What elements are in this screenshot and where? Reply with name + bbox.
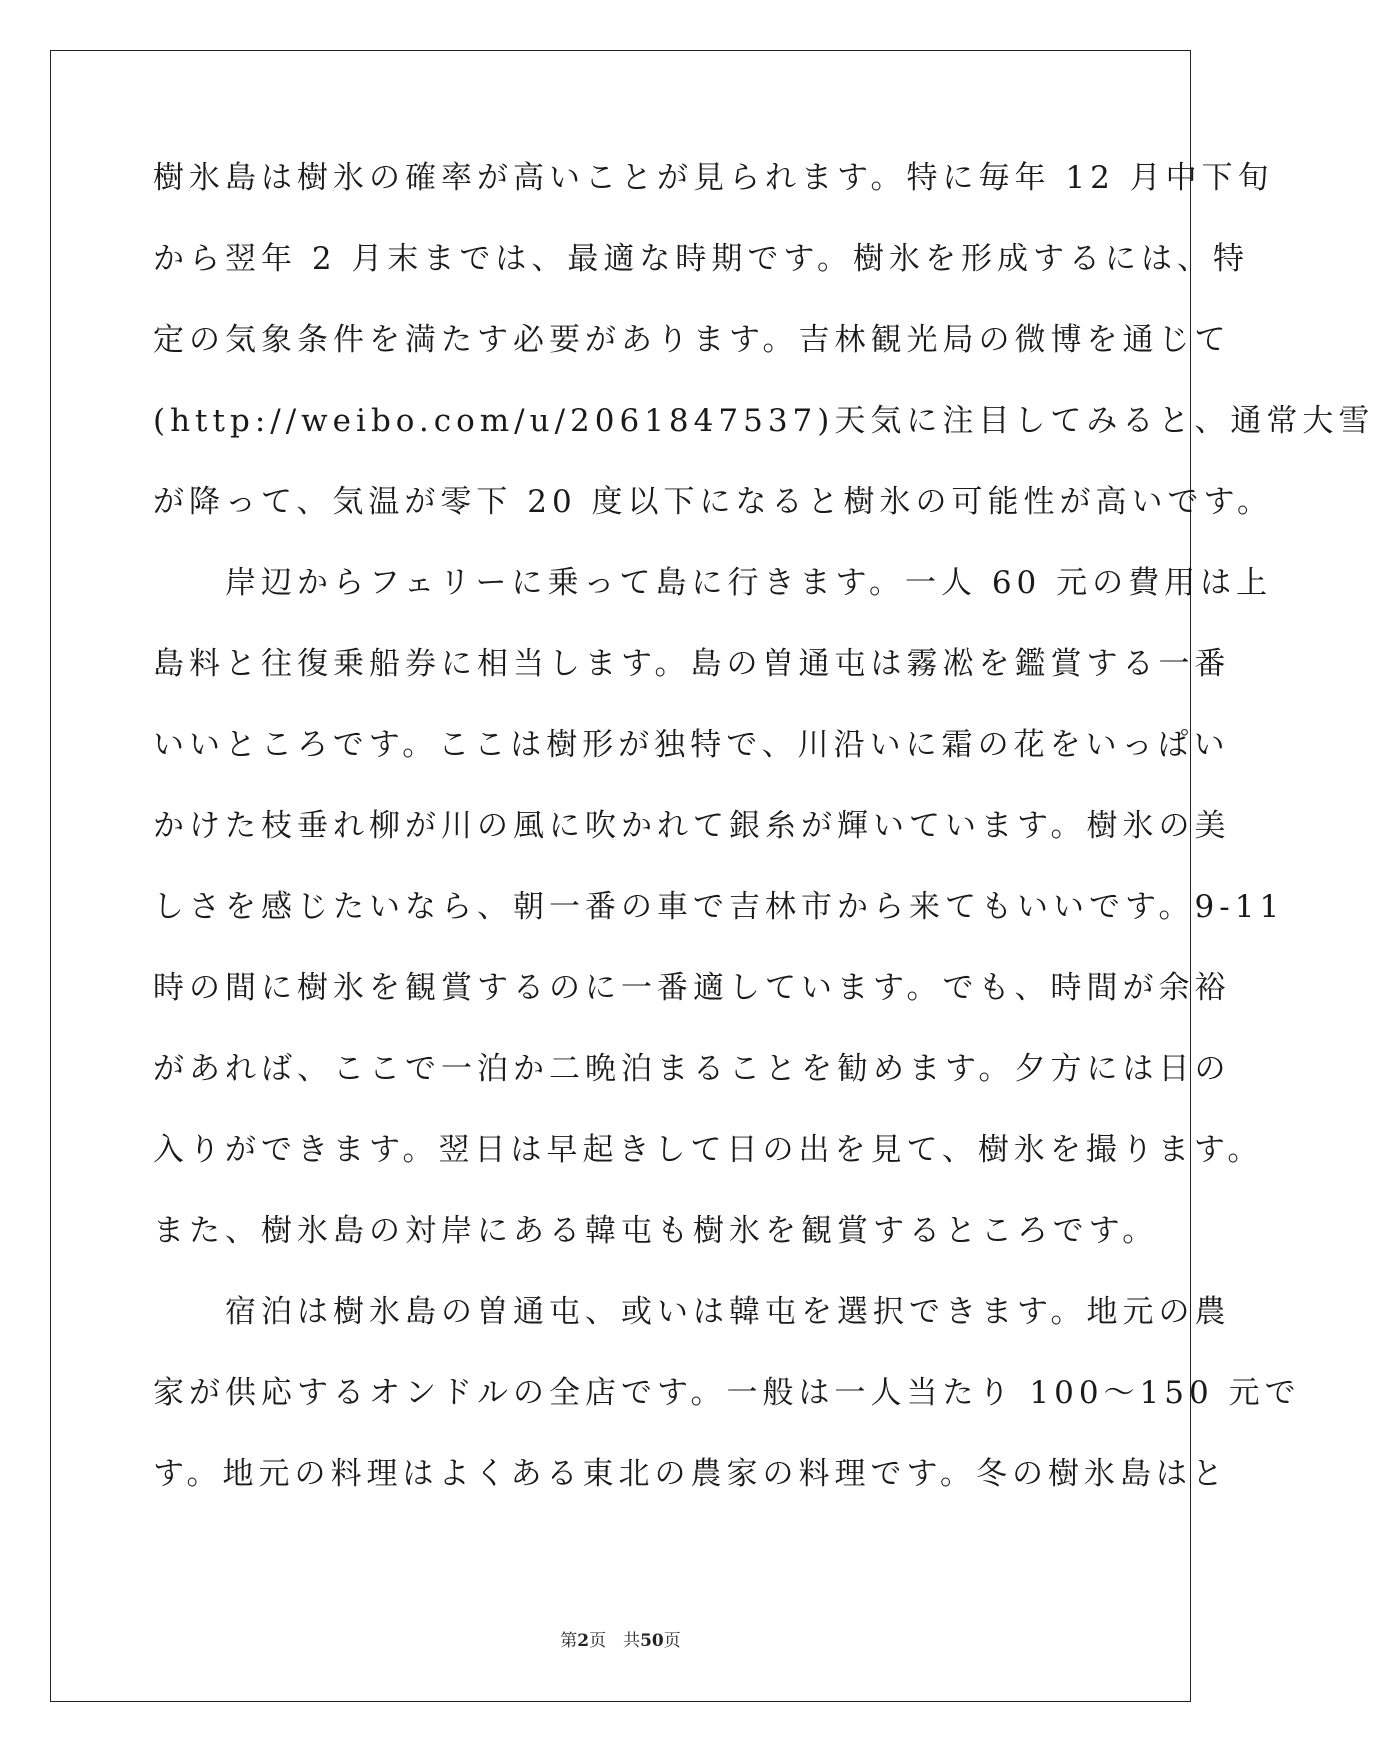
text-line: かけた枝垂れ柳が川の風に吹かれて銀糸が輝いています。樹氷の美 [153, 808, 1231, 844]
text-line: 宿泊は樹氷島の曽通屯、或いは韓屯を選択できます。地元の農 [153, 1294, 1231, 1330]
text-line: 定の気象条件を満たす必要があります。吉林観光局の微博を通じて [153, 322, 1231, 358]
footer-middle: 页 共 [589, 1631, 641, 1651]
text-line: す。地元の料理はよくある東北の農家の料理です。冬の樹氷島はと [153, 1456, 1229, 1492]
text-line: 島料と往復乗船券に相当します。島の曽通屯は霧凇を鑑賞する一番 [153, 646, 1231, 682]
total-page-number: 50 [640, 1631, 664, 1651]
footer-suffix: 页 [663, 1631, 681, 1651]
page-number-footer [0, 1626, 1241, 1651]
text-line: 樹氷島は樹氷の確率が高いことが見られます。特に毎年 12 月中下旬 [153, 160, 1274, 196]
text-line: いいところです。ここは樹形が独特で、川沿いに霜の花をいっぱい [153, 727, 1230, 763]
text-line: から翌年 2 月末までは、最適な時期です。樹氷を形成するには、特 [153, 241, 1249, 277]
footer-prefix: 第 [560, 1631, 578, 1651]
current-page-number: 2 [577, 1631, 590, 1651]
text-line: があれば、ここで一泊か二晩泊まることを勧めます。夕方には日の [153, 1051, 1231, 1087]
text-line: 岸辺からフェリーに乗って島に行きます。一人 60 元の費用は上 [153, 565, 1273, 601]
text-line: また、樹氷島の対岸にある韓屯も樹氷を観賞するところです。 [153, 1213, 1159, 1249]
body-text [153, 160, 1374, 1537]
text-line: 時の間に樹氷を観賞するのに一番適しています。でも、時間が余裕 [153, 970, 1231, 1006]
text-line: しさを感じたいなら、朝一番の車で吉林市から来てもいいです。9-11 [153, 889, 1285, 925]
text-line: (http://weibo.com/u/2061847537)天気に注目してみると、通常大雪 [153, 403, 1374, 439]
text-line: が降って、気温が零下 20 度以下になると樹氷の可能性が高いです。 [153, 484, 1274, 520]
text-line: 家が供応するオンドルの全店です。一般は一人当たり 100～150 元で [153, 1375, 1301, 1411]
text-line: 入りができます。翌日は早起きして日の出を見て、樹氷を撮ります。 [153, 1132, 1264, 1168]
